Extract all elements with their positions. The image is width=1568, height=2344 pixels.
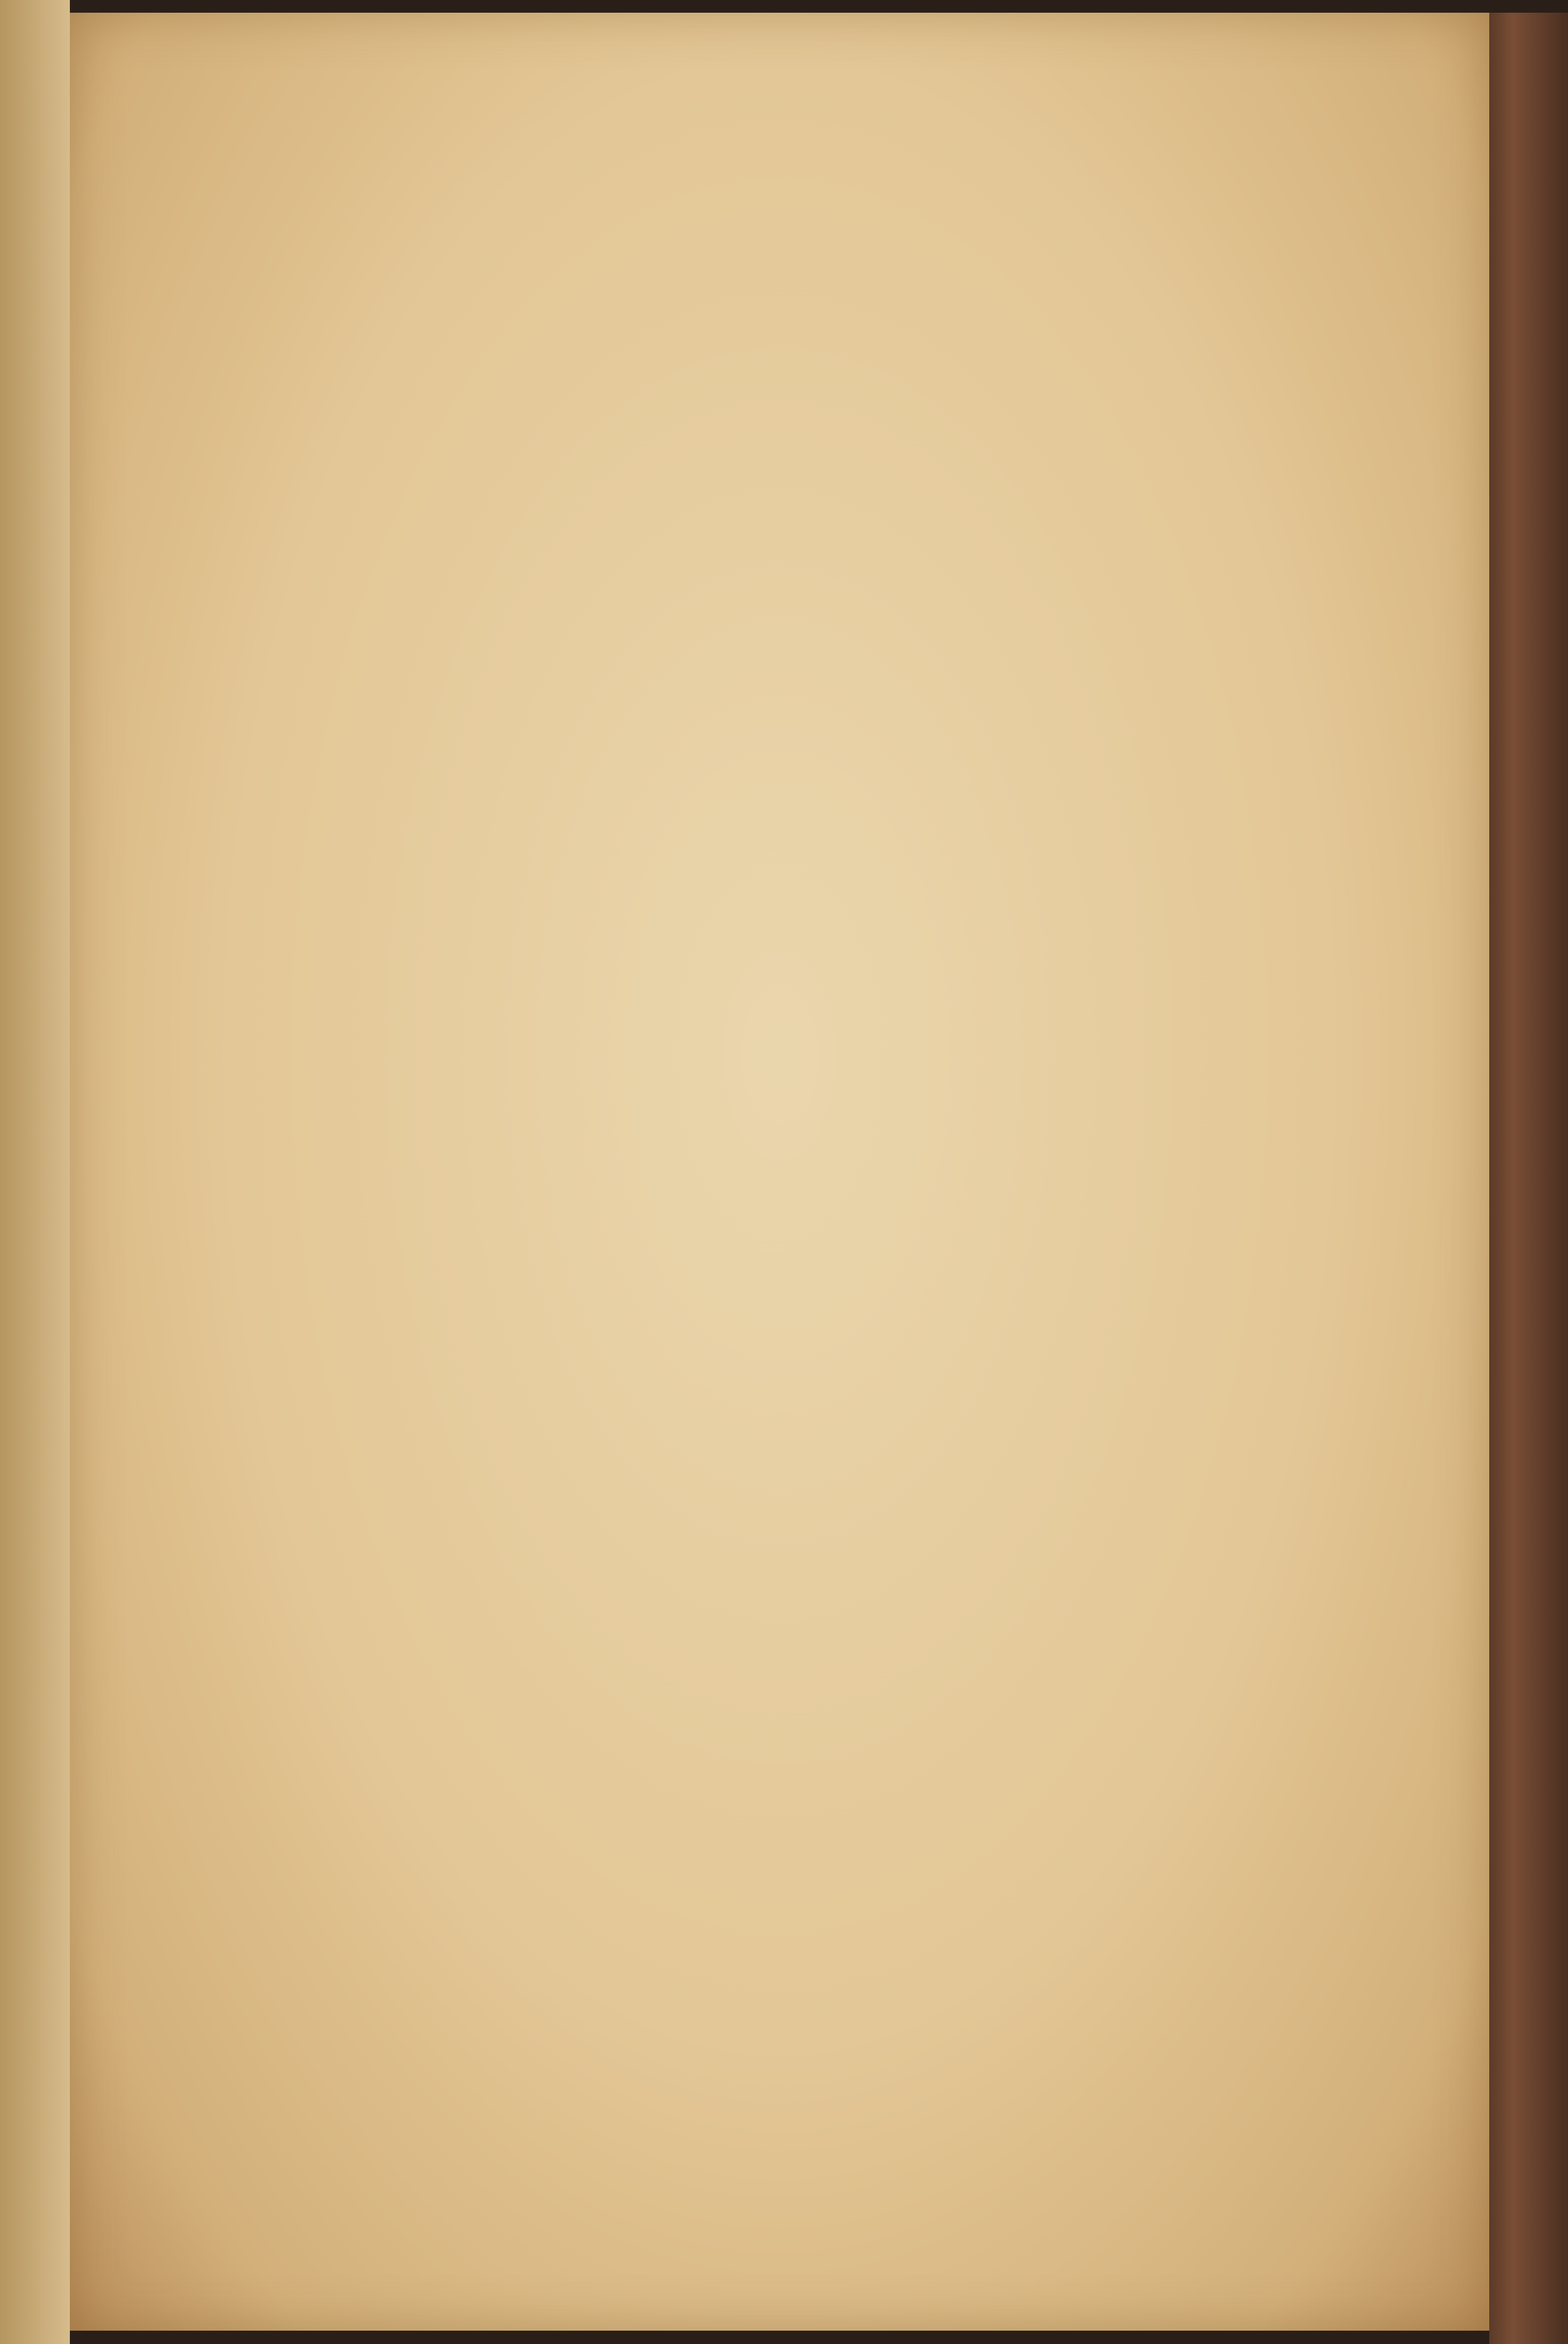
book-edge — [1489, 13, 1568, 2344]
book-page — [70, 13, 1489, 2331]
previous-page-strip — [0, 0, 70, 2344]
